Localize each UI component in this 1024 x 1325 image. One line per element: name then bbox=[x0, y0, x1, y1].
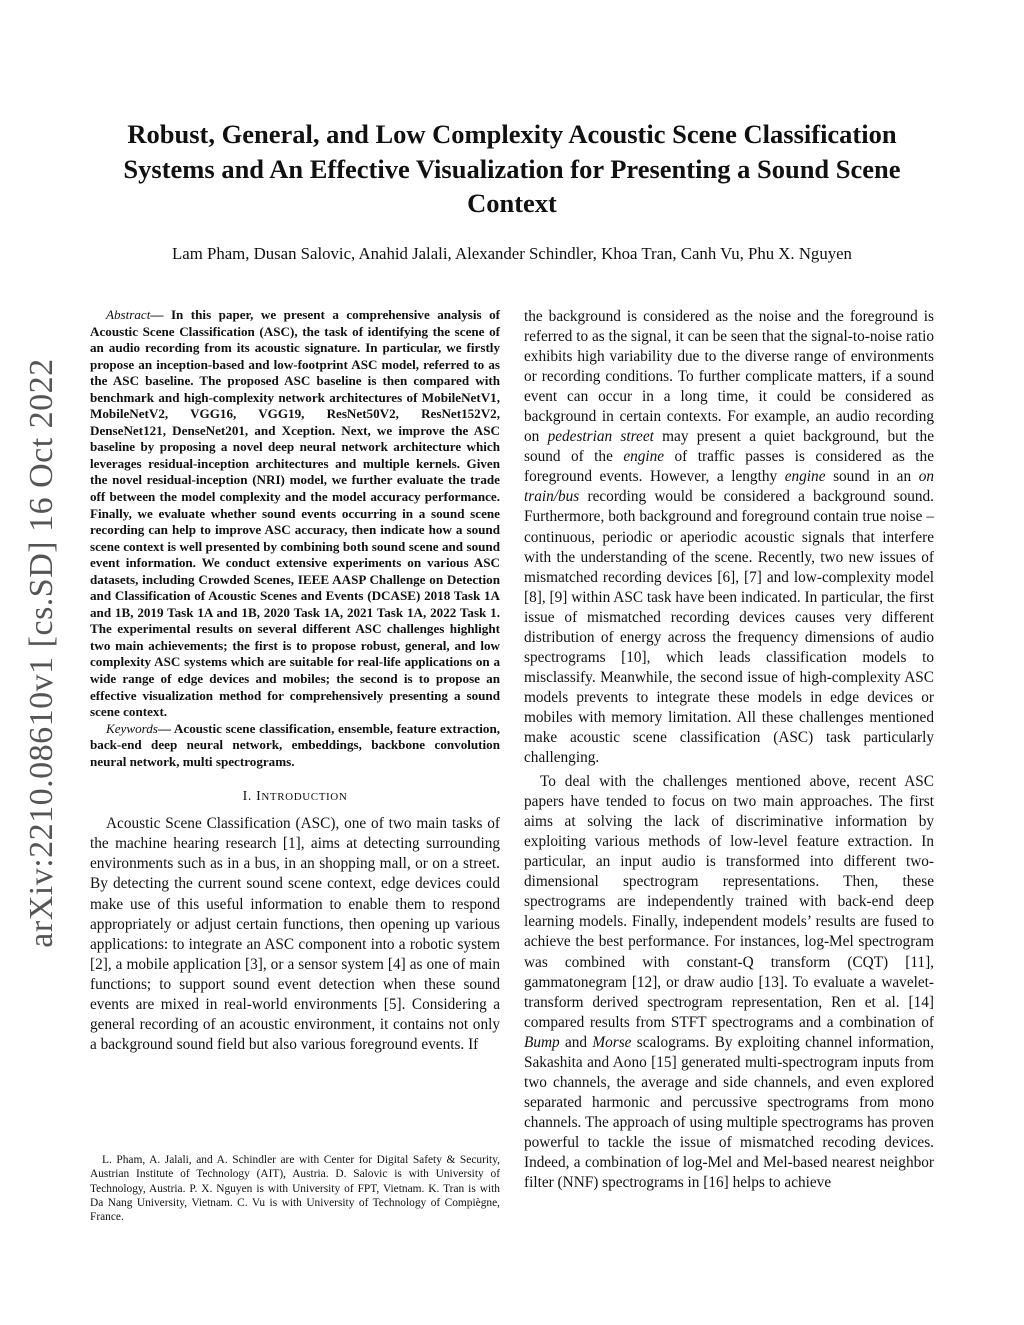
emphasis-run: engine bbox=[623, 448, 665, 466]
text-run: and bbox=[559, 1033, 593, 1051]
text-run: recording would be considered a background sound. Furthermore, both background and foreground contain true noise – continuous, periodic or aperiodic acoustic signals that interfere with the understanding of the scene. Recently, two new issues of mismatched recording devices [6], [7] and low-complexity model [8], [9] within ASC task have been indicated. In particular, the first issue of mismatched recording devices causes very different distribution of energy across the frequency dimensions of audio spectrograms [10], which leads classification models to misclassify. Meanwhile, the second issue of high-complexity ASC models prevents to integrate these models in edge devices or mobiles with memory limitation. All these challenges mentioned make acoustic scene classification (ASC) task particularly challenging. bbox=[524, 488, 934, 767]
emphasis-run: on train/bus bbox=[524, 468, 934, 506]
section-first-letter: I bbox=[256, 789, 262, 805]
right-column bbox=[524, 307, 934, 1193]
right-paragraph-2 bbox=[524, 772, 934, 1193]
keywords-label: Keywords bbox=[106, 720, 158, 736]
right-paragraph-1 bbox=[524, 307, 934, 768]
text-run: sound in an bbox=[825, 468, 919, 486]
left-column bbox=[90, 307, 500, 1055]
author-affiliation-footnote bbox=[90, 1153, 500, 1224]
section-numeral: I. bbox=[242, 789, 257, 805]
text-run: the background is considered as the noise and the foreground is referred to as the signal, it can be seen that the signal-to-noise ratio exhibits high variability due to the diverse range of environments or recording conditions. To further complicate matters, if a sound event can occur in a long time, it could be considered as background in certain contexts. For example, an audio recording on bbox=[524, 308, 934, 446]
text-run: scalograms. By exploiting channel information, Sakashita and Aono [15] generated multi-spectrogram inputs from two channels, the average and side channels, and even explored separated harmonic and percussive spectrograms from mono channels. The approach of using multiple spectrograms has proven powerful to tackle the issue of mismatched recoding devices. Indeed, a combination of log-Mel and Mel-based nearest neighbor filter (NNF) spectrograms in [16] helps to achieve bbox=[524, 1033, 934, 1192]
emphasis-run: Bump bbox=[524, 1033, 560, 1051]
emphasis-run: engine bbox=[784, 468, 826, 486]
abstract-paragraph bbox=[90, 307, 500, 721]
abstract-text: — In this paper, we present a comprehensive analysis of Acoustic Scene Classification (ASC), the task of identifying the scene of an audio recording from its acoustic signature. In particular, we firstly propose an inception-based and low-footprint ASC model, referred to as the ASC baseline. The proposed ASC baseline is then compared with benchmark and high-complexity network architectures of MobileNetV1, MobileNetV2, VGG16, VGG19, ResNet50V2, ResNet152V2, DenseNet121, DenseNet201, and Xception. Next, we improve the ASC baseline by proposing a novel deep neural network architecture which leverages residual-inception architectures and multiple kernels. Given the novel residual-inception (NRI) model, we further evaluate the trade off between the model complexity and the model accuracy performance. Finally, we evaluate whether sound events occurring in a sound scene recording can help to improve ASC accuracy, then indicate how a sound scene context is well presented by combining both sound scene and sound event information. We conduct extensive experiments on various ASC datasets, including Crowded Scenes, IEEE AASP Challenge on Detection and Classification of Acoustic Scenes and Events (DCASE) 2018 Task 1A and 1B, 2019 Task 1A and 1B, 2020 Task 1A, 2021 Task 1A, 2022 Task 1. The experimental results on several different ASC challenges highlight two main achievements; the first is to propose robust, general, and low complexity ASC systems which are suitable for real-life applications on a wide range of edge devices and mobiles; the second is to propose an effective visualization method for comprehensively presenting a sound scene context. bbox=[90, 307, 500, 720]
keywords-text: — Acoustic scene classification, ensemble, feature extraction, back-end deep neural network, embeddings, backbone convolution neural network, multi spectrograms. bbox=[90, 720, 500, 769]
section-title-rest: NTRODUCTION bbox=[261, 791, 348, 804]
footnote-text: L. Pham, A. Jalali, and A. Schindler are with Center for Digital Safety & Security, Austrian Institute of Technology (AIT), Austria. D. Salovic is with University of Technology, Austria. P. X. Nguyen is with University of FPT, Vietnam. K. Tran is with Da Nang University, Vietnam. C. Vu is with University of Technology of Compiègne, France. bbox=[90, 1154, 500, 1224]
text-run: To deal with the challenges mentioned above, recent ASC papers have tended to focus on two main approaches. The first aims at solving the lack of discriminative information by exploiting various methods of low-level feature extraction. In particular, an input audio is transformed into different two-dimensional spectrogram representations. Then, these spectrograms are independently trained with back-end deep learning models. Finally, independent models’ results are fused to achieve the best performance. For instances, log-Mel spectrogram was combined with constant-Q transform (CQT) [11], gammatonegram [12], or draw audio [13]. To evaluate a wavelet-transform derived spectrogram representation, Ren et al. [14] compared results from STFT spectrograms and a combination of bbox=[524, 773, 934, 1031]
arxiv-identifier-stamp bbox=[22, 357, 62, 948]
text-run: of traffic passes is considered as the foreground events. However, a lengthy bbox=[524, 448, 934, 486]
author-list: Lam Pham, Dusan Salovic, Anahid Jalali, Alexander Schindler, Khoa Tran, Canh Vu, Phu X. Nguyen bbox=[172, 244, 852, 263]
emphasis-run: pedestrian street bbox=[547, 428, 654, 446]
arxiv-identifier-text: arXiv:2210.08610v1 [cs.SD] 16 Oct 2022 bbox=[23, 357, 60, 948]
abstract-label: Abstract bbox=[106, 307, 151, 322]
keywords-paragraph bbox=[90, 721, 500, 771]
paper-title: Robust, General, and Low Complexity Acoustic Scene Classification Systems and An Effective Visualization for Presenting a Sound Scene Context bbox=[123, 119, 901, 218]
text-run: may present a quiet background, but the sound of the bbox=[524, 428, 934, 466]
section-heading-introduction bbox=[90, 789, 500, 805]
intro-paragraph: Acoustic Scene Classification (ASC), one of two main tasks of the machine hearing research [1], aims at detecting surrounding environments such as in a bus, in an shopping mall, or on a street. By detecting the current sound scene context, edge devices could make use of this useful information to enable them to respond appropriately or adjust certain functions, then opening up various applications: to integrate an ASC component into a robotic system [2], a mobile application [3], or a sensor system [4] as one of main functions; to support sound event detection when these sound events are mixed in real-world environments [5]. Considering a general recording of an acoustic environment, it contains not only a background sound field but also various foreground events. If bbox=[90, 815, 500, 1053]
emphasis-run: Morse bbox=[592, 1033, 632, 1051]
